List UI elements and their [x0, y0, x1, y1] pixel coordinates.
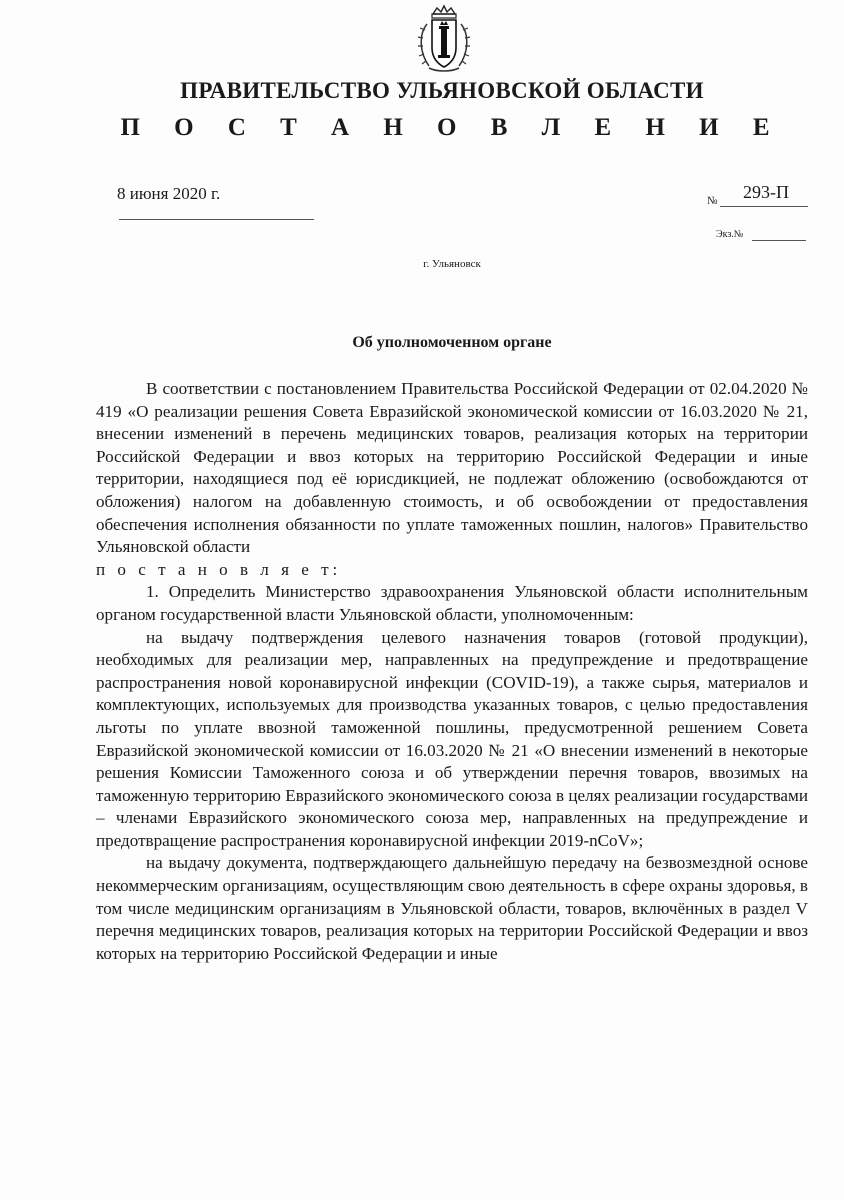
copy-number-underline [752, 240, 806, 241]
document-city: г. Ульяновск [423, 258, 481, 270]
document-body [96, 378, 808, 965]
paragraph-document-issuance: на выдачу документа, подтверждающего дальнейшую передачу на безвозмездной основе некоммерческим организациям, осуществляющим свою деятельность в сфере охраны здоровья, в том числе медицинским организациям в Ульяновской области, товаров, включённых в раздел V перечня медицинских товаров, реализация которых на территории Российской Федерации и ввоз которых на территорию Российской Федерации и иные [96, 853, 808, 963]
date-underline [119, 219, 314, 220]
government-title: ПРАВИТЕЛЬСТВО УЛЬЯНОВСКОЙ ОБЛАСТИ [180, 78, 704, 103]
paragraph-confirmation: на выдачу подтверждения целевого назначения товаров (готовой продукции), необходимых для реализации мер, направленных на предупреждение и предотвращение распространения новой коронавирусной инфекции (COVID-19), а также сырья, материалов и комплектующих, используемых для производства указанных товаров, с целью предоставления льготы по уплате ввозной таможенной пошлины, предусмотренной решением Совета Евразийской экономической комиссии от 16.03.2020 № 21 «О внесении изменений в некоторые решения Комиссии Таможенного союза и об утверждении перечня товаров, ввозимых на таможенную территорию Евразийского экономического союза в целях реализации государствами – членами Евразийского экономического союза мер, направленных на предупреждение и предотвращение распространения коронавирусной инфекции 2019-nCoV»; [96, 627, 808, 850]
document-number: 293-П [743, 182, 789, 202]
resolves-word: п о с т а н о в л я е т: [96, 559, 342, 579]
number-sign: № [707, 195, 718, 207]
document-subject: Об уполномоченном органе [352, 334, 552, 351]
paragraph-item-1: 1. Определить Министерство здравоохранения Ульяновской области исполнительным органом государственной власти Ульяновской области, уполномоченным: [96, 582, 808, 624]
copy-number-label: Экз.№ [716, 229, 744, 240]
paragraph-resolves [96, 559, 808, 582]
paragraph-preamble [96, 378, 808, 559]
coat-of-arms-icon [413, 4, 475, 76]
number-underline [720, 206, 808, 207]
preamble-text: В соответствии с постановлением Правительства Российской Федерации от 02.04.2020 № 419 «О реализации решения Совета Евразийской экономической комиссии от 16.03.2020 № 21, внесении изменений в перечень медицинских товаров, реализация которых на территории Российской Федерации и ввоз которых на территорию Российской Федерации и иные территории, находящиеся под её юрисдикцией, не подлежат обложению (освобождаются от обложения) налогом на добавленную стоимость, и об освобождении от предоставления обеспечения исполнения обязанности по уплате таможенных пошлин, налогов» Правительство Ульяновской области [96, 379, 808, 557]
document-type-heading: П О С Т А Н О В Л Е Н И Е [120, 114, 784, 141]
document-date: 8 июня 2020 г. [117, 184, 221, 203]
